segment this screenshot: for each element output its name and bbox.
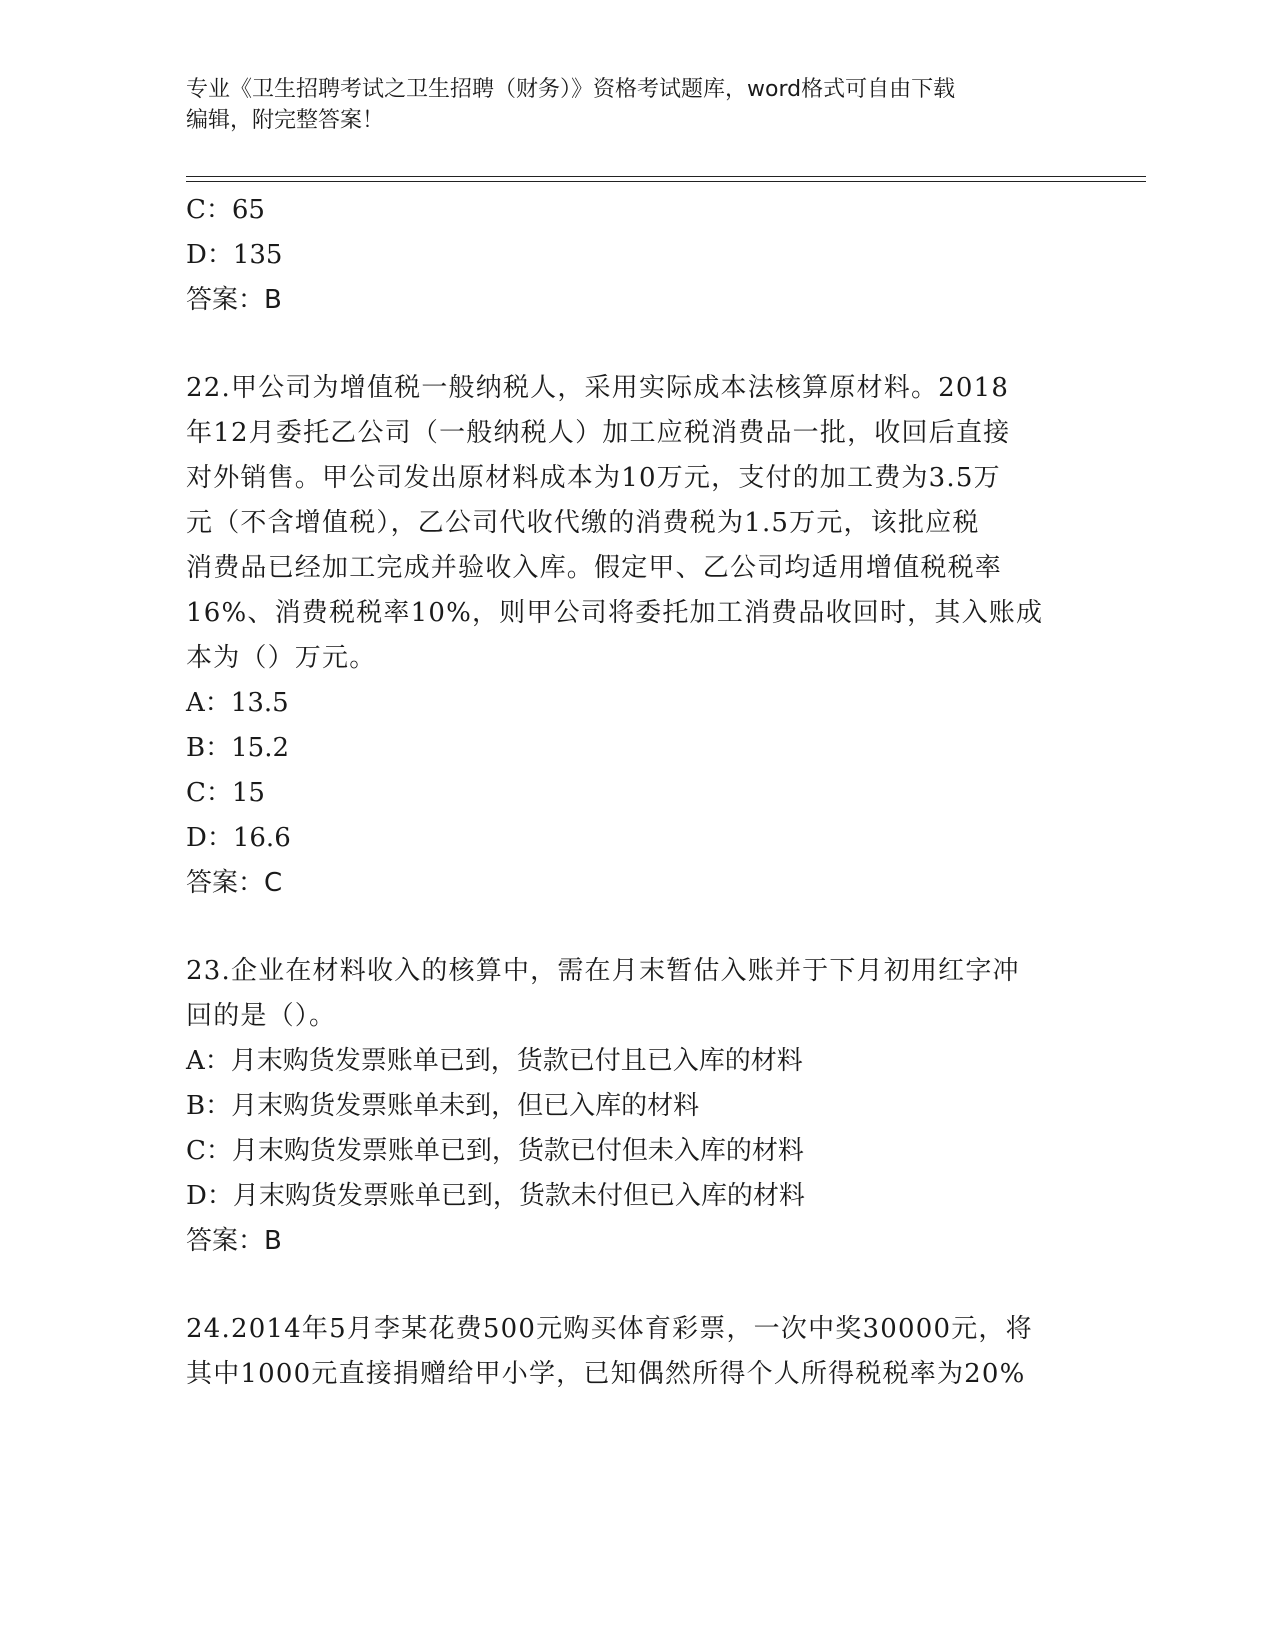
- question-21: [186, 188, 1086, 323]
- question-22: [186, 366, 1086, 906]
- option-d: D：月末购货发票账单已到，货款未付但已入库的材料: [186, 1181, 805, 1211]
- question-text-line: 其中1000元直接捐赠给甲小学，已知偶然所得个人所得税税率为20%: [186, 1359, 1026, 1389]
- option-b: B：15.2: [186, 733, 289, 763]
- page-header: [186, 74, 1076, 136]
- header-rule-bottom: [186, 181, 1146, 182]
- question-text-line: 年12月委托乙公司（一般纳税人）加工应税消费品一批，收回后直接: [186, 418, 1011, 448]
- question-text-line: 22.甲公司为增值税一般纳税人，采用实际成本法核算原材料。2018: [186, 373, 1010, 403]
- answer-label: 答案：C: [186, 868, 283, 898]
- option-d: D：16.6: [186, 823, 291, 853]
- option-d: D：135: [186, 240, 283, 270]
- option-c: C：月末购货发票账单已到，货款已付但未入库的材料: [186, 1136, 804, 1166]
- question-text-line: 对外销售。甲公司发出原材料成本为10万元，支付的加工费为3.5万: [186, 463, 1001, 493]
- answer-label: 答案：B: [186, 1226, 282, 1256]
- header-rule-top: [186, 176, 1146, 177]
- question-text-line: 16%、消费税税率10%，则甲公司将委托加工消费品收回时，其入账成: [186, 598, 1044, 628]
- question-24: [186, 1307, 1086, 1397]
- question-text-line: 本为（）万元。: [186, 643, 377, 673]
- option-a: A：月末购货发票账单已到，货款已付且已入库的材料: [186, 1046, 803, 1076]
- question-text-line: 24.2014年5月李某花费500元购买体育彩票，一次中奖30000元，将: [186, 1314, 1033, 1344]
- question-text-line: 回的是（）。: [186, 1001, 337, 1031]
- question-text-line: 消费品已经加工完成并验收入库。假定甲、乙公司均适用增值税税率: [186, 553, 1003, 583]
- question-text-line: 元（不含增值税），乙公司代收代缴的消费税为1.5万元，该批应税: [186, 508, 980, 538]
- header-line-2: 编辑，附完整答案！: [186, 108, 385, 133]
- option-c: C：15: [186, 778, 265, 808]
- option-c: C：65: [186, 195, 265, 225]
- question-text-line: 23.企业在材料收入的核算中，需在月末暂估入账并于下月初用红字冲: [186, 956, 1020, 986]
- answer-label: 答案：B: [186, 285, 282, 315]
- question-content: [186, 188, 1086, 1397]
- option-b: B：月末购货发票账单未到，但已入库的材料: [186, 1091, 700, 1121]
- option-a: A：13.5: [186, 688, 289, 718]
- header-line-1: 专业《卫生招聘考试之卫生招聘（财务）》资格考试题库，word格式可自由下载: [186, 77, 956, 102]
- question-23: [186, 949, 1086, 1264]
